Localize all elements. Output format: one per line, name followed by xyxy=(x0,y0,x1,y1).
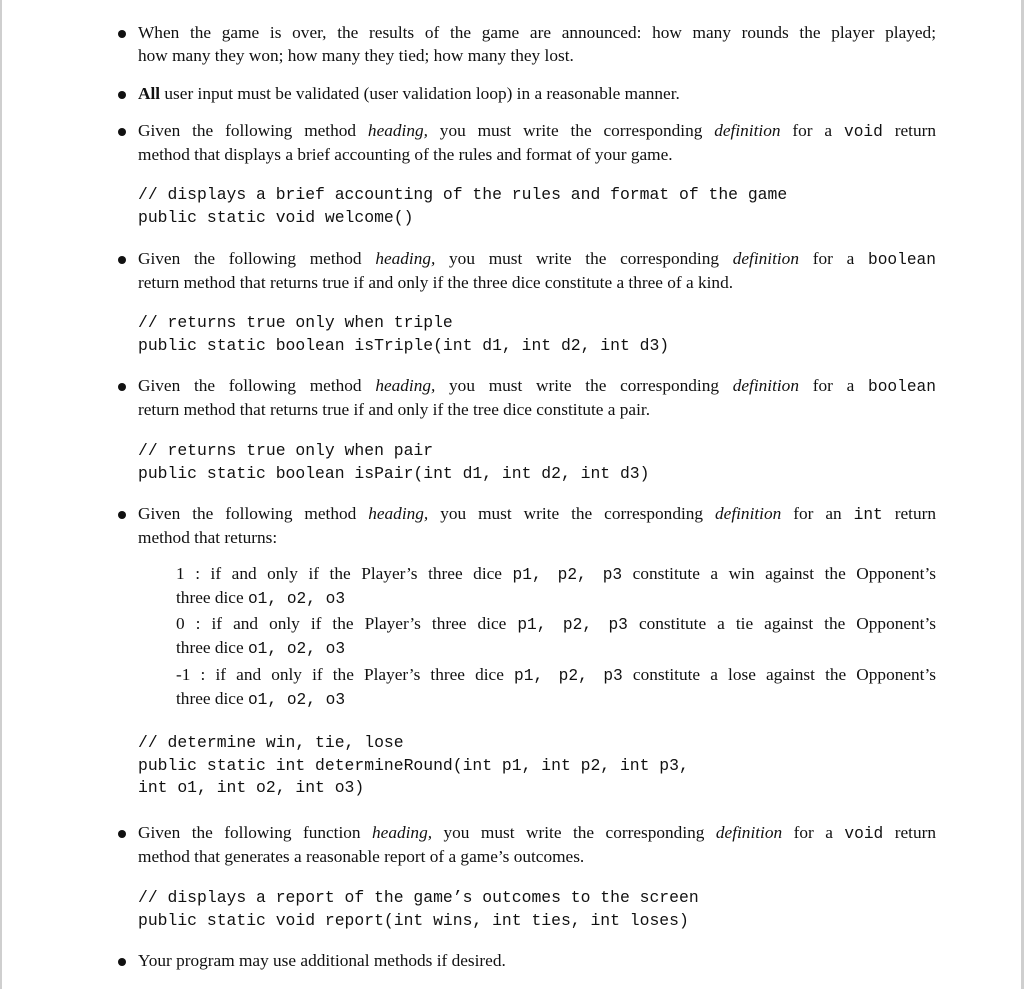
text-span: you must write the corresponding xyxy=(428,504,716,523)
code-term: p1, p2, p3 xyxy=(514,667,623,685)
text-line: return method that returns true if and only if the three dice constitute a three of a kind. xyxy=(138,272,734,292)
text-span: three dice xyxy=(176,587,248,607)
text-line xyxy=(138,375,936,399)
code-block xyxy=(138,440,649,485)
text-line xyxy=(176,587,936,611)
code-line: public static boolean isPair(int d1, int d2, int d3) xyxy=(138,463,650,483)
bullet-ispair-method xyxy=(138,375,936,421)
bullet-game-over xyxy=(138,22,936,67)
code-line: public static boolean isTriple(int d1, int d2, int d3) xyxy=(138,335,670,355)
italic-term: heading, xyxy=(372,823,433,842)
code-line: // determine win, tie, lose xyxy=(138,733,404,752)
text-span: you must write the corresponding xyxy=(435,376,733,395)
code-term: void xyxy=(843,123,883,141)
code-line: public static void welcome() xyxy=(138,207,414,227)
text-line xyxy=(176,688,936,712)
text-span: three dice xyxy=(176,637,248,657)
code-term: o1, o2, o3 xyxy=(247,589,346,608)
text-line xyxy=(138,822,936,846)
code-block xyxy=(138,732,689,800)
italic-term: definition xyxy=(715,504,782,523)
bullet-marker xyxy=(118,91,126,99)
text-span: user input must be validated (user validation loop) in a reasonable manner. xyxy=(160,84,680,103)
text-span: constitute a lose against the Opponent’s xyxy=(622,665,936,684)
italic-term: definition xyxy=(732,249,799,268)
code-block xyxy=(138,312,669,357)
code-block xyxy=(138,887,699,932)
italic-term: heading, xyxy=(375,249,436,268)
text-span: constitute a win against the Opponent’s xyxy=(622,564,936,583)
bullet-marker xyxy=(118,830,126,838)
code-term: boolean xyxy=(867,378,936,396)
text-span: return xyxy=(882,121,936,140)
text-span: return xyxy=(883,823,936,842)
text-line xyxy=(138,120,936,144)
code-line: // displays a report of the game’s outcomes to the screen xyxy=(138,888,699,907)
bullet-welcome-method xyxy=(138,120,936,166)
text-span: three dice xyxy=(176,688,248,708)
italic-term: definition xyxy=(732,376,799,395)
code-term: void xyxy=(844,825,884,843)
code-term: p1, p2, p3 xyxy=(517,616,628,634)
return-value-lose xyxy=(176,664,936,711)
italic-term: definition xyxy=(715,823,783,842)
italic-term: heading, xyxy=(367,121,428,140)
bullet-marker xyxy=(118,256,126,264)
code-line: // returns true only when triple xyxy=(138,313,453,332)
bullet-determineround-method xyxy=(138,503,936,549)
text-span: Given the following function xyxy=(138,823,373,842)
text-span: : if and only if the Player’s three dice xyxy=(184,564,513,583)
text-span: for a xyxy=(780,121,844,140)
text-span: Given the following method xyxy=(138,249,376,268)
code-term: p1, p2, p3 xyxy=(512,566,623,584)
text-span: Given the following method xyxy=(138,504,369,523)
text-line: method that displays a brief accounting of the rules and format of your game. xyxy=(138,144,673,164)
code-line: public static void report(int wins, int ties, int loses) xyxy=(138,910,689,930)
text-span: constitute a tie against the Opponent’s xyxy=(627,614,936,633)
text-line: Your program may use additional methods if desired. xyxy=(138,951,506,970)
text-span: Given the following method xyxy=(138,121,368,140)
return-value-win xyxy=(176,563,936,610)
text-line xyxy=(176,637,936,661)
text-span: you must write the corresponding xyxy=(432,823,716,842)
bullet-marker xyxy=(118,511,126,519)
text-line xyxy=(138,248,936,272)
code-term: boolean xyxy=(867,251,936,269)
text-span: for an xyxy=(781,504,854,523)
text-line xyxy=(138,503,936,527)
italic-term: definition xyxy=(714,121,781,140)
text-line xyxy=(176,664,936,688)
text-line: method that generates a reasonable report of a game’s outcomes. xyxy=(138,846,585,866)
bullet-istriple-method xyxy=(138,248,936,294)
bullet-marker xyxy=(118,30,126,38)
code-term: int xyxy=(853,506,883,524)
code-line: public static int determineRound(int p1, int p2, int p3, xyxy=(138,755,689,775)
return-value: 1 xyxy=(176,564,185,583)
bullet-additional-methods xyxy=(138,950,936,973)
bold-text: All xyxy=(138,84,161,103)
text-line xyxy=(176,563,936,587)
text-line xyxy=(176,613,936,637)
code-line: // returns true only when pair xyxy=(138,441,434,460)
text-span: for a xyxy=(782,823,845,842)
bullet-marker xyxy=(118,128,126,136)
return-value-tie xyxy=(176,613,936,660)
bullet-validation xyxy=(138,83,936,106)
code-term: o1, o2, o3 xyxy=(247,639,346,658)
text-span: : if and only if the Player’s three dice xyxy=(184,614,518,633)
italic-term: heading, xyxy=(375,376,436,395)
code-block xyxy=(138,184,787,229)
code-line: // displays a brief accounting of the rules and format of the game xyxy=(138,185,788,204)
code-line: int o1, int o2, int o3) xyxy=(138,778,365,797)
text-line: method that returns: xyxy=(138,527,278,547)
bullet-report-method xyxy=(138,822,936,868)
text-span: you must write the corresponding xyxy=(427,121,715,140)
return-value: -1 xyxy=(176,665,191,684)
text-line: how many they won; how many they tied; how many they lost. xyxy=(138,45,574,65)
text-span: Given the following method xyxy=(138,376,376,395)
text-span: for a xyxy=(798,376,868,395)
text-line: When the game is over, the results of the game are announced: how many rounds the player played; xyxy=(138,23,936,42)
text-line xyxy=(138,83,936,106)
text-span: for a xyxy=(798,249,868,268)
italic-term: heading, xyxy=(368,504,429,523)
text-span: you must write the corresponding xyxy=(435,249,733,268)
code-term: o1, o2, o3 xyxy=(247,690,346,709)
text-span: return xyxy=(882,504,936,523)
bullet-marker xyxy=(118,958,126,966)
left-border xyxy=(0,0,2,989)
text-span: : if and only if the Player’s three dice xyxy=(190,665,515,684)
bullet-marker xyxy=(118,383,126,391)
return-value: 0 xyxy=(176,614,185,633)
text-line: return method that returns true if and only if the tree dice constitute a pair. xyxy=(138,399,651,419)
